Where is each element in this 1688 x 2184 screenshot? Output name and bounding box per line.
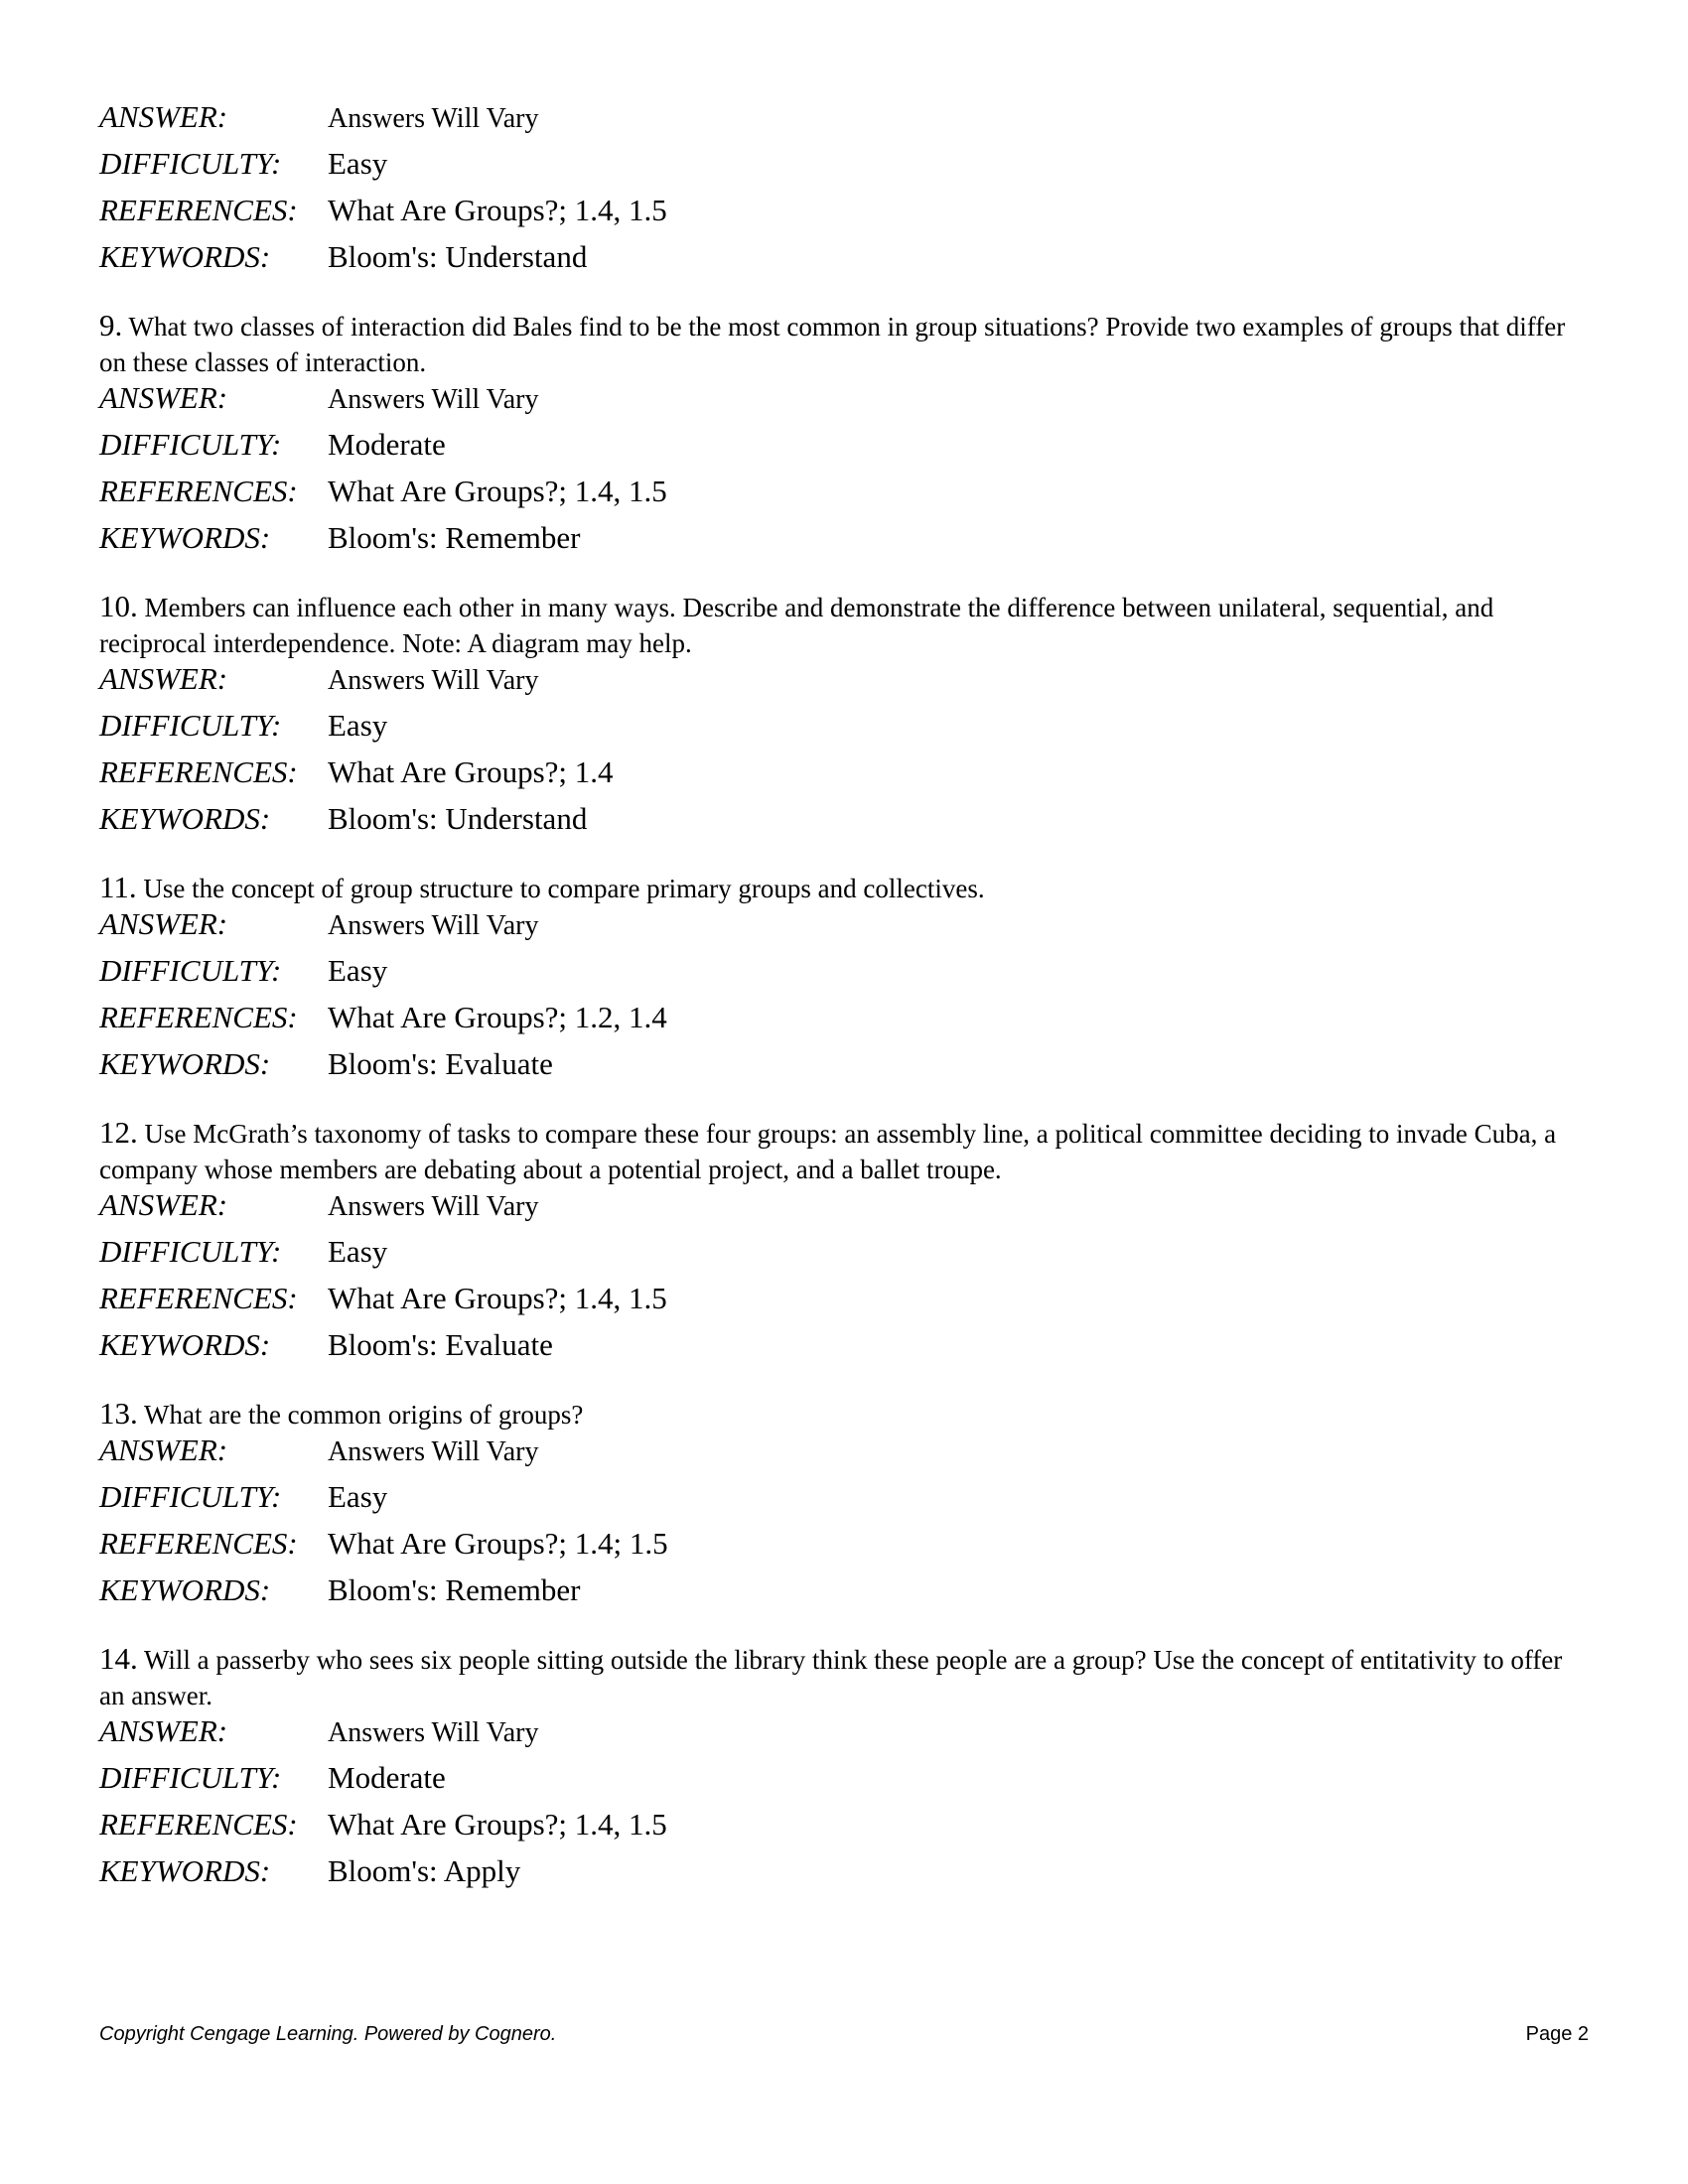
question-body: Use McGrath’s taxonomy of tasks to compare these four groups: an assembly line, a political committee deciding to invade Cuba, a company whose members are debating about a potential project, and a ballet troupe. <box>99 1119 1557 1184</box>
page-footer <box>99 2023 1589 2046</box>
answer-value: Answers Will Vary <box>328 1436 539 1467</box>
document-page <box>99 99 1589 1900</box>
answer-row <box>99 906 1589 953</box>
difficulty-row <box>99 146 1589 193</box>
answer-row <box>99 99 1589 146</box>
references-label: REFERENCES: <box>99 1000 298 1034</box>
question-text <box>99 589 1589 661</box>
keywords-value: Bloom's: Remember <box>328 1572 581 1607</box>
question-10 <box>99 589 1589 848</box>
question-number: 12. <box>99 1115 138 1150</box>
answer-value: Answers Will Vary <box>328 1717 539 1748</box>
references-label: REFERENCES: <box>99 1526 298 1561</box>
keywords-value: Bloom's: Remember <box>328 520 581 555</box>
references-label: REFERENCES: <box>99 193 298 227</box>
answer-label: ANSWER: <box>99 1187 228 1222</box>
keywords-value: Bloom's: Evaluate <box>328 1327 553 1362</box>
difficulty-row <box>99 953 1589 1000</box>
keywords-value: Bloom's: Understand <box>328 239 588 274</box>
references-row <box>99 1281 1589 1327</box>
answer-row <box>99 1187 1589 1234</box>
references-value: What Are Groups?; 1.4, 1.5 <box>328 1281 667 1315</box>
answer-row <box>99 1713 1589 1760</box>
keywords-row <box>99 1327 1589 1374</box>
keywords-row <box>99 1853 1589 1900</box>
question-text <box>99 1396 1589 1433</box>
answer-label: ANSWER: <box>99 380 228 415</box>
keywords-label: KEYWORDS: <box>99 801 271 836</box>
question-14 <box>99 1641 1589 1900</box>
references-row <box>99 193 1589 239</box>
references-value: What Are Groups?; 1.4 <box>328 754 614 789</box>
difficulty-row <box>99 708 1589 754</box>
keywords-label: KEYWORDS: <box>99 1046 271 1081</box>
answer-value: Answers Will Vary <box>328 665 539 696</box>
references-label: REFERENCES: <box>99 1281 298 1315</box>
copyright-text: Copyright Cengage Learning. Powered by Cognero. <box>99 2023 557 2045</box>
difficulty-row <box>99 1234 1589 1281</box>
answer-value: Answers Will Vary <box>328 103 539 134</box>
question-number: 14. <box>99 1641 138 1676</box>
keywords-label: KEYWORDS: <box>99 1853 271 1888</box>
difficulty-value: Easy <box>328 953 388 988</box>
references-label: REFERENCES: <box>99 474 298 508</box>
keywords-value: Bloom's: Evaluate <box>328 1046 553 1081</box>
difficulty-row <box>99 1760 1589 1807</box>
references-value: What Are Groups?; 1.4, 1.5 <box>328 1807 667 1842</box>
difficulty-value: Easy <box>328 1234 388 1269</box>
keywords-row <box>99 239 1589 286</box>
question-number: 9. <box>99 308 123 342</box>
page-number: Page 2 <box>1525 2023 1589 2045</box>
question-body: Will a passerby who sees six people sitting outside the library think these people are a group? Use the concept of entitativity to offer an answer. <box>99 1645 1563 1710</box>
question-12 <box>99 1115 1589 1374</box>
difficulty-label: DIFFICULTY: <box>99 708 282 743</box>
answer-row <box>99 1433 1589 1479</box>
difficulty-label: DIFFICULTY: <box>99 953 282 988</box>
difficulty-value: Moderate <box>328 1760 446 1795</box>
question-body: Use the concept of group structure to compare primary groups and collectives. <box>143 874 985 903</box>
keywords-row <box>99 1046 1589 1093</box>
references-label: REFERENCES: <box>99 754 298 789</box>
keywords-row <box>99 801 1589 848</box>
references-value: What Are Groups?; 1.4; 1.5 <box>328 1526 668 1561</box>
question-13 <box>99 1396 1589 1619</box>
answer-label: ANSWER: <box>99 661 228 696</box>
keywords-label: KEYWORDS: <box>99 520 271 555</box>
answer-value: Answers Will Vary <box>328 384 539 415</box>
question-number: 11. <box>99 870 137 904</box>
difficulty-label: DIFFICULTY: <box>99 1760 282 1795</box>
question-text <box>99 1641 1589 1713</box>
difficulty-value: Easy <box>328 146 388 181</box>
answer-value: Answers Will Vary <box>328 1191 539 1222</box>
references-label: REFERENCES: <box>99 1807 298 1842</box>
question-11 <box>99 870 1589 1093</box>
answer-row <box>99 380 1589 427</box>
keywords-label: KEYWORDS: <box>99 1572 271 1607</box>
answer-label: ANSWER: <box>99 1433 228 1467</box>
keywords-row <box>99 1572 1589 1619</box>
difficulty-label: DIFFICULTY: <box>99 1234 282 1269</box>
difficulty-row <box>99 1479 1589 1526</box>
references-row <box>99 754 1589 801</box>
question-9 <box>99 308 1589 567</box>
difficulty-value: Easy <box>328 708 388 743</box>
question-text <box>99 870 1589 906</box>
keywords-value: Bloom's: Apply <box>328 1853 521 1888</box>
question-body: Members can influence each other in many ways. Describe and demonstrate the difference between unilateral, sequential, and reciprocal interdependence. Note: A diagram may help. <box>99 593 1494 658</box>
question-body: What are the common origins of groups? <box>144 1400 584 1430</box>
question-body: What two classes of interaction did Bales find to be the most common in group situations? Provide two examples of groups that differ on these classes of interaction. <box>99 312 1566 377</box>
question-number: 13. <box>99 1396 138 1431</box>
difficulty-value: Easy <box>328 1479 388 1514</box>
references-row <box>99 1000 1589 1046</box>
answer-row <box>99 661 1589 708</box>
answer-value: Answers Will Vary <box>328 910 539 941</box>
difficulty-value: Moderate <box>328 427 446 462</box>
answer-label: ANSWER: <box>99 1713 228 1748</box>
keywords-label: KEYWORDS: <box>99 1327 271 1362</box>
references-row <box>99 1807 1589 1853</box>
references-row <box>99 1526 1589 1572</box>
difficulty-row <box>99 427 1589 474</box>
answer-label: ANSWER: <box>99 906 228 941</box>
answer-label: ANSWER: <box>99 99 228 134</box>
references-value: What Are Groups?; 1.2, 1.4 <box>328 1000 667 1034</box>
difficulty-label: DIFFICULTY: <box>99 146 282 181</box>
references-value: What Are Groups?; 1.4, 1.5 <box>328 474 667 508</box>
difficulty-label: DIFFICULTY: <box>99 427 282 462</box>
difficulty-label: DIFFICULTY: <box>99 1479 282 1514</box>
references-value: What Are Groups?; 1.4, 1.5 <box>328 193 667 227</box>
keywords-value: Bloom's: Understand <box>328 801 588 836</box>
references-row <box>99 474 1589 520</box>
answer-block-top <box>99 99 1589 286</box>
question-text <box>99 308 1589 380</box>
keywords-label: KEYWORDS: <box>99 239 271 274</box>
question-text <box>99 1115 1589 1187</box>
keywords-row <box>99 520 1589 567</box>
question-number: 10. <box>99 589 138 623</box>
